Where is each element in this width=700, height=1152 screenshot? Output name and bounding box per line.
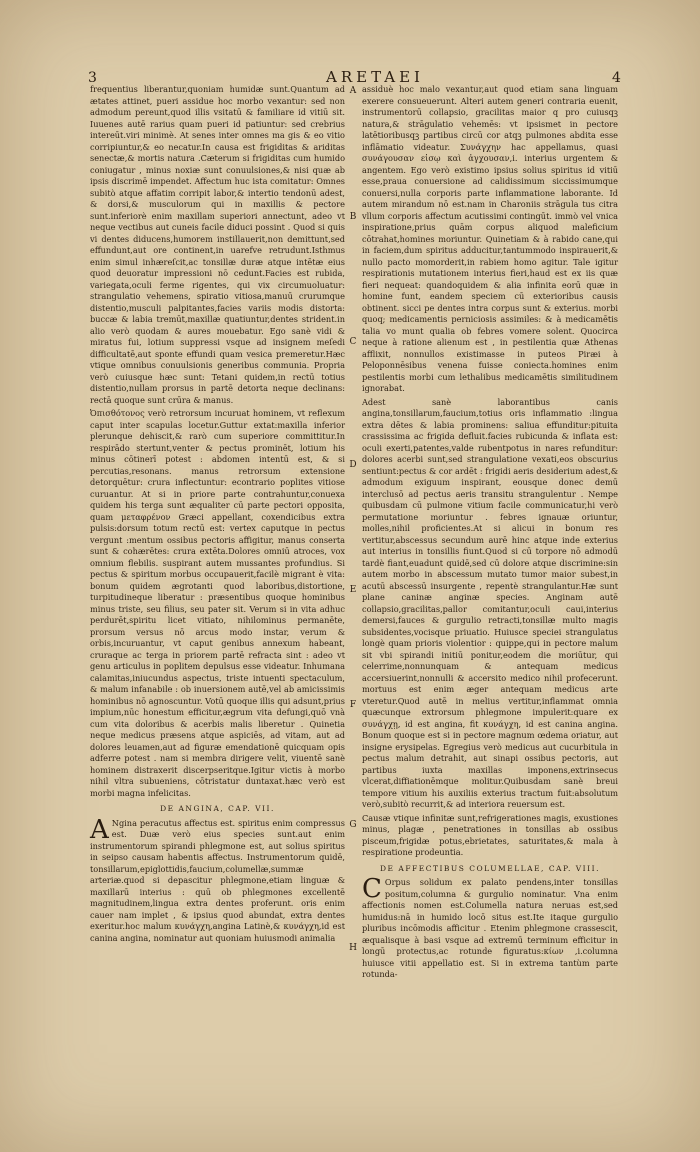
margin-letter-c: C bbox=[349, 337, 357, 347]
left-column bbox=[90, 84, 345, 946]
chapter-body: Orpus solidum ex palato pendens,inter tonsillas positum,columna & gurgulio nominatur. Vna enim affectionis nomen est.Columella natura neruas est,sed humidus:nā in humido locō situs est.Ite itaque gurgulio pluribus incōmodis afficitur . Etenim phlegmone crassescit, æqualisque à basi vsque ad extremū terminum efficitur in longū protectus,ac rotunde figuratus:κίων ,i.columna huiusce vitii appellatio est. Si in extrema tantùm parte rotunda- bbox=[362, 877, 618, 979]
margin-letter-h: H bbox=[349, 943, 357, 953]
chapter-text bbox=[362, 874, 618, 981]
margin-letter-d: D bbox=[349, 460, 357, 470]
paragraph: assiduè hoc malo vexantur,aut quod etiam sana linguam exerere consueuerunt. Alteri autem generi contraria euenit, instrumentorū collapsio, gracilitas maior q pro cuiusqꝫ natura,& strāgulatio vehemēs: vt ipsismet in pectore latētioribusqꝫ partibus circū cor atqꝫ pulmones abdita esse inflāmatio videatur. Συνάγχην hac appellamus, quasi συνάγουσαν εἰσῳ καὶ ἀγχουσαν,i. interius urgentem & angentem. Ego verò existimo ipsius solius spiritus id vitiū esse,praua conuersione ad calidissimum siccissimumque conuersi,nulla corporis parte inflammatione laborante. Id autem mirandum nō est.nam in Charoniis strāgula tus citra vllum corporis affectum acutissimi contingūt. immò vel vnica inspiratione,prius quām corpus aliquod maleficium cōtrahat,homines moriuntur. Quinetiam & à rabido cane,qui in faciem,dum spiritus adducitur,tantummodo inspirauerit,& nullo pacto momorderit,in rabiem homo agitur. Tale igitur respirationis mutationem interius fieri,haud est ex iis quæ fieri nequeat: quandoquidem & alia infinita eorū quæ in homine funt, eandem speciem cū exterioribus causis obtinent. sicci pe dentes intra corpus sunt & exterius. morbi quoq; medicamentis perniciosis assimiles: & à medicamētis talia vo munt qualia ob febres vomere solent. Quocirca neque à ratione alienum est , in pestilentia quæ Athenas afflixit, nonnullos existimasse in puteos Piræi à Peloponnēsibus venena fuisse coniecta.homines enim pestilentis morbi cum lethalibus medicamētis similitudinem ignorabat. bbox=[362, 84, 618, 393]
margin-letter-g: G bbox=[349, 820, 357, 830]
margin-letter-f: F bbox=[349, 700, 357, 710]
chapter-heading: DE ANGINA, CAP. VII. bbox=[160, 804, 275, 813]
left-page-number: 3 bbox=[88, 70, 97, 86]
chapter-body: Ngina peracutus affectus est. spiritus enim compressus est. Duæ verò eius species sunt.aut enim instrumentorum spirandi phlegmone est, aut solius spiritus in seipso causam habentis affectus. Instrumentorum quidē, tonsillarum,epiglottidis,faucium,columellæ,summæ arteriæ.quod si depascitur phlegmone,etiam linguæ & maxillarū interius : quū ob phlegmones excellentē magnitudinem,lingua extra dentes proferunt. oris enim cauer nam implet , & ipsius quod abundat, extra dentes exeritur.hoc malum κυνάγχη,angina Latinè,& κυνάγχη,id est canina angina, nominatur aut quoniam huiusmodi animalia bbox=[90, 817, 345, 943]
margin-letter-e: E bbox=[349, 585, 357, 595]
drop-cap: C bbox=[362, 874, 382, 904]
margin-letter-a: A bbox=[349, 86, 357, 96]
margin-letter-b: B bbox=[349, 212, 357, 222]
paragraph: Adest sanè laborantibus canis angina,tonsillarum,faucium,totius oris inflammatio :lingua extra dētes & labia prominens: saliua effunditur:pituita crassissima ac frigida defluit.facies rubicunda & inflata est: oculi exerti,patentes,valde rubentpotus in nares refunditur: dolores acerbi sunt,sed strangulatione vexati,eos obscurius sentiunt:pectus & cor ardēt : frigidi aeris desiderium adest,& admodum exiguum inspirant, eousque donec demū interclusō ad pectus aeris transitu strangulentur . Nempe quibusdam cū pulmone vitium facile communicatur,hi verò permutatione moriuntur . febres ignauæ oriuntur, molles,nihil proficientes.At si alicui in bonum res vertitur,abscessus secundum aurē hinc atque inde exterius aut interius in tonsillis fiunt.Quod si cū torpore nō admodū tardè fiant,euadunt quidē,sed cū dolore atque discrimine:sin autem morbo in abscessum mutato tumor maior subest,in acutū abscessū insurgente , repentè strangulantur.Hæ sunt plane caninæ anginæ species. Anginam autē collapsio,gracilitas,pallor comitantur,oculi caui,interius demersi,fauces & gurgulio retracti,tonsillæ multo magis subsidentes,vocisque priuatio. Huiusce speciei strangulatus longè quam prioris violentior : quippe,qui in pectore malum sit vbi spirandi initiū ponitur,eodem die moriūtur, qui celerrime,nonnunquam & antequam medicus accersiuerint,nonnulli & accersito medico nihil profecerunt. mortuus est enim æger antequam medicus arte vteretur.Quod autē in melius vertitur,inflammat omnia quæcunque extrorsum phlegmone impulerit:quare ex συνάγχῃ, id est angina, fit κυνάγχη, id est canina angina. Bonum quoque est si in pectore magnum œdema oriatur, aut insigne erysipelas. Egregius verò medicus aut cucurbitula in pectus malum detrahit, aut sinapi ossibus pectoris, aut partibus iuxta maxillas imponens,extrinsecus vlcerat,diffiationēmque molitur.Quibusdam sanè breui tempore vitium his auxiliis exterius tractum fuit:absolutum verò,subitò recurrit,& ad interiora reuersum est. bbox=[362, 396, 618, 809]
paragraph: Causæ vtique infinitæ sunt,refrigerationes magis, exustiones minus, plagæ , penetrationes in tonsillas ab ossibus pisceum,frigidæ potus,ebrietates, saturitates,& mala à respiratione prodeuntia. bbox=[362, 812, 618, 857]
paragraph: Ὀπισθότονος verò retrorsum incuruat hominem, vt reflexum caput inter scapulas locetur.Guttur extat:maxilla inferior plerunque dehiscit,& rarò cum superiore committitur.In respirādo stertunt,venter & pectus prominēt, lotium his minus cōtinerī potest : abdomen intentū est, & si percutias,resonans. manus retrorsum extensione detorquētur: crura inflectuntur: econtrario poplites vitiose curuantur. At si in priore parte contrahuntur,conuexa quidem his terga sunt æqualiter cū parte pectori opposita, quam μεταφρένον Græci appellant, coxendicibus extra pulsis:dorsum totum rectū est: vertex caputque in pectus vergunt :mentum ossibus pectoris affigitur, manus conserta sunt & cohærētes: crura extēta.Dolores omniū atroces, vox omnium flebilis. suspirant autem mussantes profundius. Si pectus & spiritum morbus occupauerit,facilè migrant è vita: bonum quidem ægrotanti quod laboribus,distortione, turpitudineque liberatur : præsentibus quoque hominibus minus triste, seu filius, seu pater sit. Verum si in vita adhuc perdurēt,spiritu licet vitiato, nihilominus permanēte, prorsum versus nō arcus modo instar, verum & orbis,incuruantur, vt caput genibus annexum habeant, cruraque ac terga in priorem partē refracta sint : adeo vt genu articulus in poplitem depulsus esse videatur. Inhumana calamitas,iniucundus aspectus, triste intuenti spectaculum, & malum infanabile : ob inuersionem autē,vel ab amicissimis hominibus nō agnoscuntur. Votū quoque illis qui adsunt,prius impium,nūc honestum efficitur,ægrum vita defungi,quō vnà cum vita doloribus & acerbis malis liberetur . Quinetia neque medicus præsens atque aspiciēs, ad vitam, aut ad dolores leuamen,aut ad figuræ emendationē quicquam opis adferre potest . nam si membra dirigere velit, viuentē sanè hominem distraxerit discerpseritque.Igitur victis à morbo nihil vltra subueniens, cōtristatur duntaxat.hæc verò est morbi magna infelicitas. bbox=[90, 408, 345, 798]
paragraph: frequentius liberantur,quoniam humidæ sunt.Quantum ad ætates attinet, pueri assidue hoc morbo vexantur: sed non admodum pereunt,quod illis vsitatū & familiare id vitiū sit. Iuuenes autē rarius quam pueri id patiuntur: sed crebrius intereūt.viri minimè. At senes inter omnes ma gis & eo vitio corripiuntur,& eo necatur.In causa est frigiditas & ariditas senectæ,& mortis natura .Cæterum si frigiditas cum humido coniugatur , minus noxiæ sunt conuulsiones,& nisi quæ ab ipsis discrimē impendet. Affectum huc ista comitatur: Omnes subitò atque affatim corripit labor,& intertio tendonū adest, & dorsi,& musculorum qui in maxillis & pectore sunt.inferiorè enim maxillam superiori annectunt, adeo vt neque vectibus aut cuneis facile diduci possint . Quod si quis vi dentes diducens,humorem instillauerit,non demittunt,sed effundunt,aut ore continent,in uarefve retrudunt.Isthmus enim simul inhæreſcit,ac tonsillæ duræ atque intētæ eius quod deuoratur impressioni nō cedunt.Facies est rubida, variegata,oculi ferme rigentes, qui vix circumuoluatur: strangulatio vehemens, spiratio vitiosa,manuū crurumque distentio,musculi palpitantes,facies variis modis distorta: buccæ & labia tremūt,maxillæ quatiuntur,dentes strident.in alio verò quodam & aures mouebatur. Ego sanè vidi & miratus fui, lotium suppressi vsque ad insignem meſedi difficultatē,aut sponte effundi quam vesica premeretur.Hæc vtique omnibus conuulsionis generibus communia. Propria verò cuiusque hæc sunt: Tetani quidem,in rectū totius distentio,nullam prorsus in partē detorta neque declinans: rectā quoque sunt crūra & manus. bbox=[90, 84, 345, 405]
running-head: ARETAEI bbox=[326, 68, 424, 86]
drop-cap: A bbox=[90, 814, 109, 845]
chapter-heading: DE AFFECTIBUS COLUMELLAE, CAP. VIII. bbox=[380, 863, 600, 873]
right-page-number: 4 bbox=[612, 70, 621, 86]
chapter-text bbox=[90, 814, 345, 945]
right-column bbox=[362, 84, 618, 983]
